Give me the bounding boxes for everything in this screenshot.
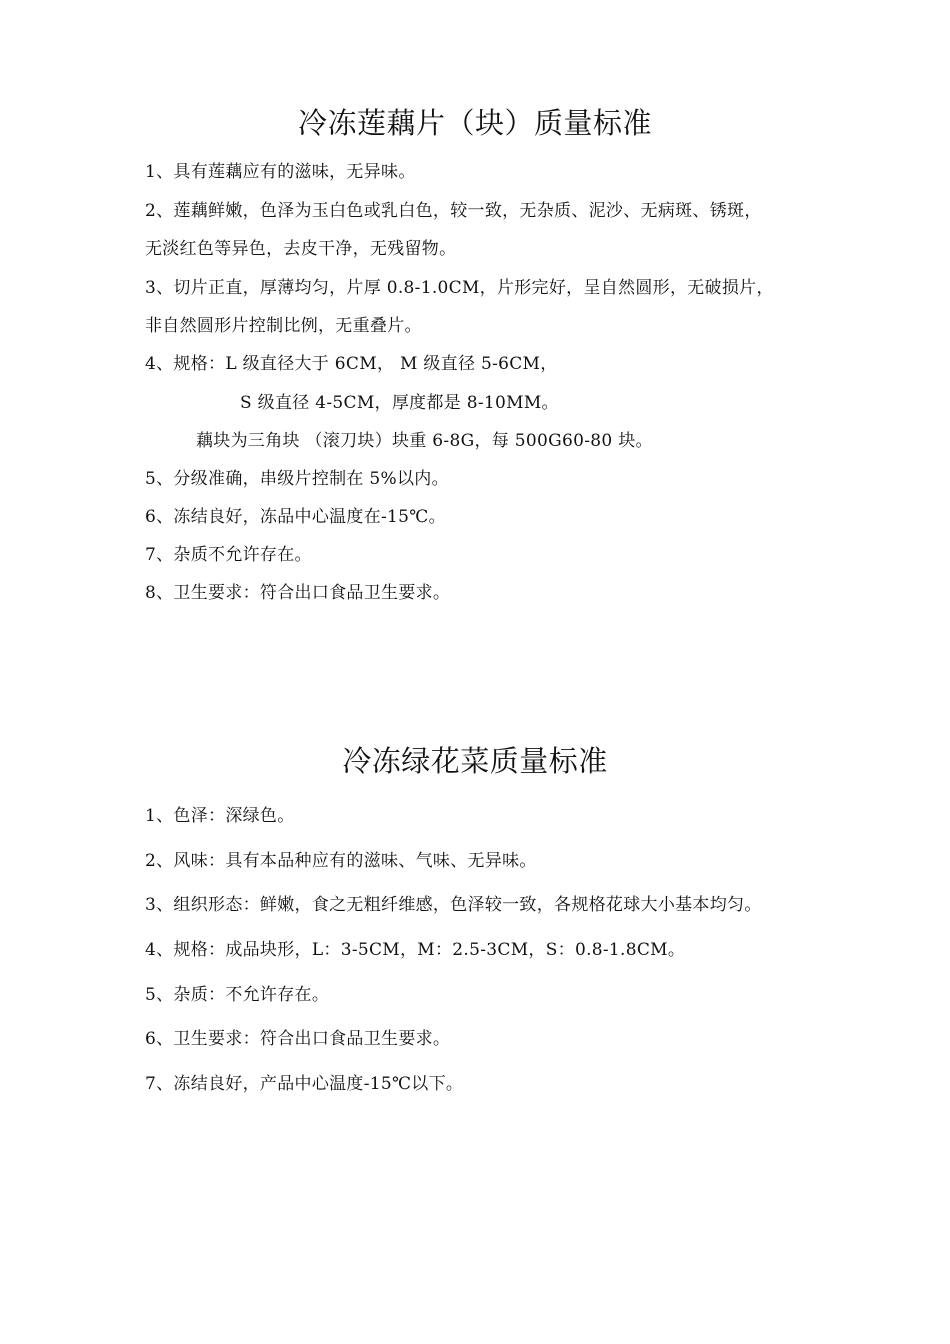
section2-line-6: 6、卫生要求：符合出口食品卫生要求。: [145, 1029, 451, 1049]
section1-line-8: 藕块为三角块 （滚刀块）块重 6-8G，每 500G60-80 块。: [196, 431, 653, 451]
section2-title: 冷冻绿花菜质量标准: [342, 744, 608, 778]
section1-line-5: 非自然圆形片控制比例，无重叠片。: [145, 316, 422, 336]
section1-line-10: 6、冻结良好，冻品中心温度在-15℃。: [145, 507, 446, 527]
section1-title: 冷冻莲藕片（块）质量标准: [297, 106, 652, 140]
section1-line-11: 7、杂质不允许存在。: [145, 545, 312, 565]
section1-line-7: S 级直径 4-5CM，厚度都是 8-10MM。: [240, 393, 559, 413]
section2-line-2: 2、风味：具有本品种应有的滋味、气味、无异味。: [145, 851, 537, 871]
section1-line-9: 5、分级准确，串级片控制在 5%以内。: [145, 469, 449, 489]
section2-line-7: 7、冻结良好，产品中心温度-15℃以下。: [145, 1074, 464, 1094]
section1-line-12: 8、卫生要求：符合出口食品卫生要求。: [145, 583, 451, 603]
section2-line-3: 3、组织形态：鲜嫩，食之无粗纤维感，色泽较一致，各规格花球大小基本均匀。: [145, 895, 762, 915]
section1-line-1: 1、具有莲藕应有的滋味，无异味。: [145, 162, 416, 182]
section1-line-2: 2、莲藕鲜嫩，色泽为玉白色或乳白色，较一致，无杂质、泥沙、无病斑、锈斑，: [145, 201, 762, 221]
section2-line-1: 1、色泽：深绿色。: [145, 806, 295, 826]
section2-line-5: 5、杂质：不允许存在。: [145, 985, 330, 1005]
section1-line-6: 4、规格：L 级直径大于 6CM， M 级直径 5-6CM，: [145, 354, 558, 374]
section2-line-4: 4、规格：成品块形，L：3-5CM，M：2.5-3CM，S：0.8-1.8CM。: [145, 940, 686, 960]
section1-line-3: 无淡红色等异色，去皮干净，无残留物。: [145, 239, 457, 259]
section1-line-4: 3、切片正直，厚薄均匀，片厚 0.8-1.0CM，片形完好，呈自然圆形，无破损片，: [145, 278, 774, 298]
